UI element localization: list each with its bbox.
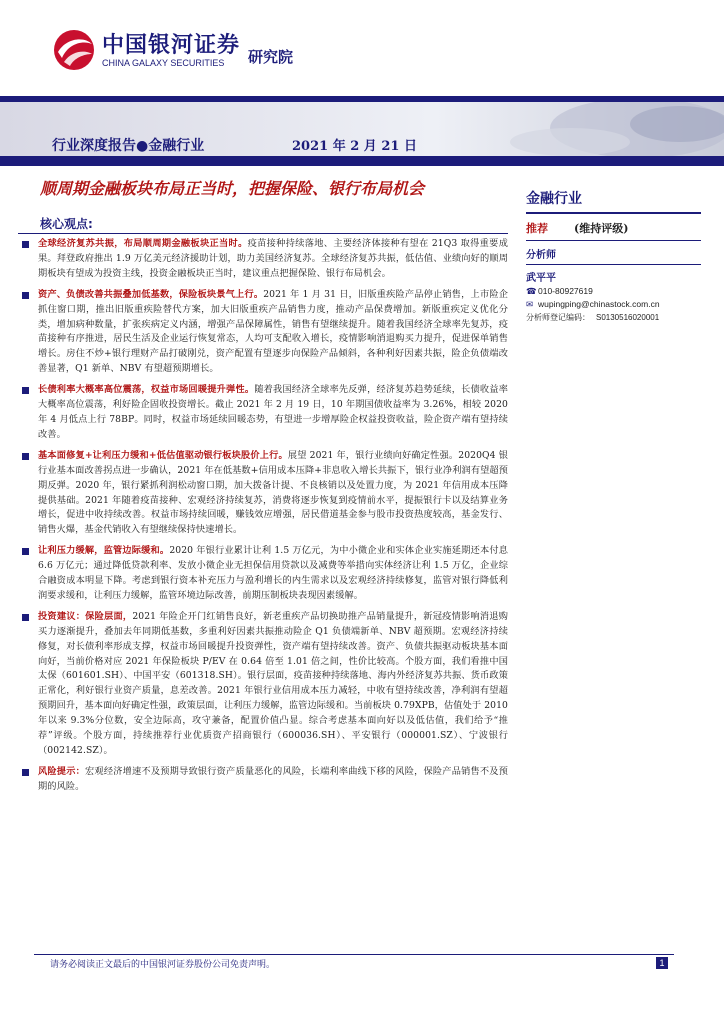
report-type: 行业深度报告●金融行业 (52, 138, 205, 154)
page-number: 1 (656, 957, 668, 969)
list-item: 让利压力缓解，监管边际缓和。2020 年银行业累计让利 1.5 万亿元，为中小微企业和实体企业实施延期还本付息 6.6 万亿元；通过降低贷款利率、发放小微企业无担保信用贷款以及减费等举措向实体经济让利 1.5 万亿，企业综合融资成本明显下降。考虑到银行资本补充压力与盈利增长的内生需求以及宏观经济持续修复，监管对银行降低利润要求缓和，让利压力缓解，监管环境边际改善，前期压制板块表现因素缓解。 (18, 544, 508, 604)
rating-note: (维持评级) (574, 222, 629, 235)
list-item: 长债利率大概率高位震荡，权益市场回暖提升弹性。随着我国经济全球率先反弹，经济复苏趋势延续，长债收益率大概率高位震荡，利好险企固收投资增长。截止 2021 年 2 月 19 日，10 年期国债收益率为 3.26%，相较 2020 年 4 月低点上行 78BP。同时，权益市场延续回暖态势，有望进一步增厚险企权益投资收益，险企资产端有望持续改善。 (18, 383, 508, 443)
list-item: 风险提示：宏观经济增速不及预期导致银行资产质量恶化的风险，长端利率曲线下移的风险，保险产品销售不及预期的风险。 (18, 765, 508, 795)
brand-name-en: CHINA GALAXY SECURITIES (102, 58, 225, 68)
analyst-label: 分析师 (526, 246, 701, 265)
analyst-cert: 分析师登记编码： S0130516020001 (526, 313, 660, 322)
banner-decoration (430, 102, 724, 156)
footer-divider (34, 954, 674, 955)
analyst-name: 武平平 (526, 273, 556, 284)
list-item: 全球经济复苏共振，布局顺周期金融板块正当时。疫苗接种持续落地、主要经济体接种有望在 21Q3 取得重要成果。拜登政府推出 1.9 万亿美元经济援助计划，助力美国经济复苏。全球经济复苏共振，低估值、业绩向好的顺周期板块有望成为投资主线，投资金融板块正当时，建议重点把握保险、银行布局机会。 (18, 237, 508, 282)
footer-disclaimer: 请务必阅读正文最后的中国银河证券股份公司免责声明。 (50, 960, 276, 970)
bullet-icon (22, 241, 29, 248)
bullet-icon (22, 614, 29, 621)
report-title: 顺周期金融板块布局正当时，把握保险、银行布局机会 (40, 179, 425, 198)
core-views-label: 核心观点: (40, 217, 93, 231)
bullet-icon (22, 292, 29, 299)
core-views-list (18, 237, 508, 801)
bullet-icon (22, 769, 29, 776)
rating-value: 推荐 (526, 222, 548, 235)
email-icon: ✉ (526, 299, 534, 309)
list-item: 投资建议：保险层面，2021 年险企开门红销售良好，新老重疾产品切换助推产品销量提升，新冠疫情影响消退购买力逐渐提升，叠加去年同期低基数，多重利好因素共振推动险企 Q1 负债端新单、NBV 超预期。宏观经济持续修复，对长债利率形成支撑，权益市场回暖提升投资弹性，资产端有望持续改善。资产、负债共振驱动板块基本面向好，当前价格对应 2021 年保险板块 P/EV 在 0.64 倍至 1.01 倍之间，性价比较高。个股方面，我们看推中国太保（601601.SH）、中国平安（601318.SH）。银行层面，疫苗接种持续落地、海内外经济复苏共振、货币政策正常化，利好银行业资产质量，息差改善。2021 年银行业信用成本压力减轻，中收有望持续改善，净利润有望超预期回升，基本面向好确定性强，政策层面，让利压力缓解，监管边际缓和。当前板块 0.79XPB，估值处于 2010 年以来 9.3%分位数，安全边际高，攻守兼备，配置价值凸显。综合考虑基本面向好以及低估值，我们给予“推荐”评级。个股方面，持续推荐行业优质资产招商银行（600036.SH）、平安银行（000001.SZ）、宁波银行（002142.SZ）。 (18, 610, 508, 759)
galaxy-logo-icon (52, 28, 96, 72)
list-item: 资产、负债改善共振叠加低基数，保险板块景气上行。2021 年 1 月 31 日，旧版重疾险产品停止销售，上市险企抓住窗口期，推出旧版重疾险替代方案，加大旧版重疾产品销售力度，推动产品保费增加。新版重疾定义优化分类，增加病种数量，扩张疾病定义内涵，增强产品保障属性，销售有望继续提升。随着我国经济全球率先复苏，疫苗接种有序推进，居民生活及企业运行恢复常态，人均可支配收入增长，疫情影响消退购买力提升，促进保单销售增长。房住不炒+银行理财产品打破刚兑，资产配置有望逐步向保险产品倾斜，各种利好因素共振，险企负债端改善显著，Q1 新单、NBV 有望超预期增长。 (18, 288, 508, 377)
analyst-email[interactable]: ✉ wupingping@chinastock.com.cn (526, 299, 660, 309)
list-item: 基本面修复+让利压力缓和+低估值驱动银行板块股价上行。展望 2021 年，银行业绩向好确定性强。2020Q4 银行业基本面改善拐点进一步确认，2021 年在低基数+信用成本压降+非息收入增长共振下，银行业净利润有望超预期反弹。2020 年，银行紧抓利润松动窗口期，加大拨备计提、不良核销以及处置力度，为 2021 年信用成本压降提供基础。2021 年随着疫苗接种、宏观经济持续复苏，消费将逐步恢复到疫情前水平，提振银行卡以及结算业务增长，促进中收持续改善。权益市场持续回暖，赚钱效应增强，居民借道基金参与股市投资热度较高，基金发行、销售火爆，基金代销收入有望继续保持快速增长。 (18, 449, 508, 538)
report-date: 2021 年 2 月 21 日 (292, 139, 417, 154)
sidebar-industry: 金融行业 (526, 188, 701, 214)
analyst-phone: ☎010-80927619 (526, 286, 593, 296)
section-divider (18, 233, 508, 234)
sidebar (526, 188, 701, 323)
brand-name-cn: 中国银河证券 (102, 33, 241, 58)
brand-institute: 研究院 (248, 48, 294, 66)
rating (526, 220, 701, 241)
bullet-icon (22, 453, 29, 460)
phone-icon: ☎ (526, 286, 537, 296)
bullet-icon (22, 387, 29, 394)
bullet-icon (22, 548, 29, 555)
